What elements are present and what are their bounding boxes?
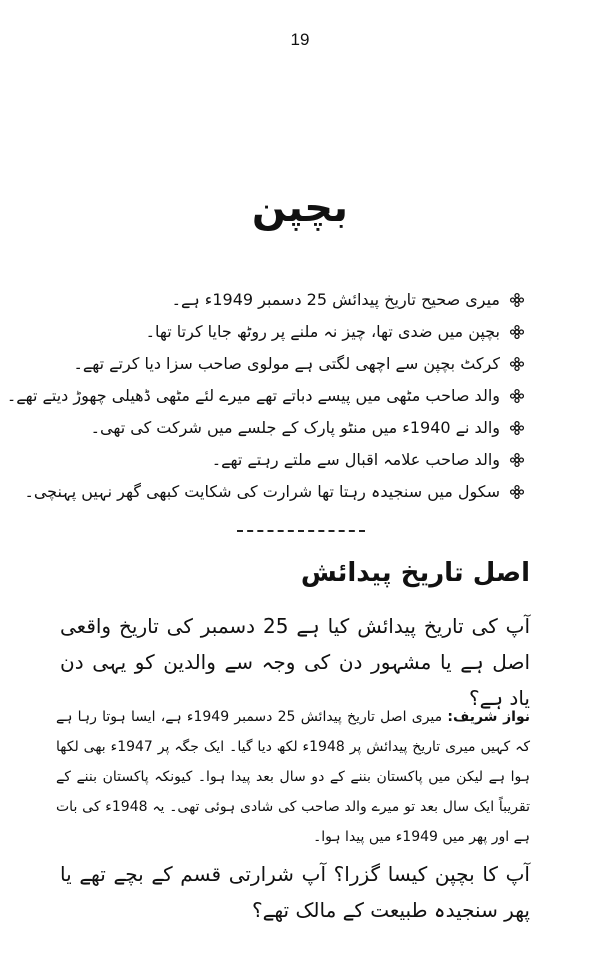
flower-icon (510, 453, 524, 467)
chapter-title: بچپن (251, 185, 349, 231)
section-divider (237, 530, 365, 532)
answer-speaker: نواز شریف: (447, 709, 530, 725)
flower-icon (510, 293, 524, 307)
bullet-text: کرکٹ بچپن سے اچھی لگتی ہے مولوی صاحب سزا دیا کرتے تھے۔ (73, 354, 500, 373)
section-heading: اصل تاریخ پیدائش (300, 558, 530, 588)
bullet-text: والد صاحب مٹھی میں پیسے دباتے تھے میرے لئے مٹھی ڈھیلی چھوڑ دیتے تھے۔ (6, 386, 500, 405)
flower-icon (510, 389, 524, 403)
bullet-text: والد نے 1940ء میں منٹو پارک کے جلسے میں شرکت کی تھی۔ (90, 418, 500, 437)
bullet-text: سکول میں سنجیدہ رہتا تھا شرارت کی شکایت کبھی گھر نہیں پہنچی۔ (24, 482, 500, 501)
interview-question: آپ کا بچپن کیسا گزرا؟ آپ شرارتی قسم کے بچے تھے یا پھر سنجیدہ طبیعت کے مالک تھے؟ (60, 862, 530, 922)
bullet-text: بچپن میں ضدی تھا، چیز نہ ملنے پر روٹھ جایا کرتا تھا۔ (145, 322, 500, 341)
flower-icon (510, 357, 524, 371)
list-item (6, 380, 524, 412)
bullet-text: میری صحیح تاریخ پیدائش 25 دسمبر 1949ء ہے۔ (171, 290, 500, 309)
flower-icon (510, 325, 524, 339)
list-item (24, 476, 524, 508)
bullet-text: والد صاحب علامہ اقبال سے ملتے رہتے تھے۔ (211, 450, 500, 469)
list-item (64, 444, 524, 476)
flower-icon (510, 421, 524, 435)
bullet-list (6, 284, 524, 508)
answer-text: میری اصل تاریخ پیدائش 25 دسمبر 1949ء ہے، ایسا ہوتا رہا ہے کہ کہیں میری تاریخ پیدائش پر 1948ء لکھ دیا گیا۔ ایک جگہ پر 1947ء بھی لکھا ہوا ہے لیکن میں پاکستان بننے کے دو سال بعد پیدا ہوا۔ کیونکہ پاکستان بننے کے تقریباً ایک سال بعد تو میرے والد صاحب کی شادی ہوئی تھی۔ یہ 1948ء کی بات ہے اور پھر میں 1949ء میں پیدا ہوا۔ (56, 709, 531, 845)
list-item (64, 284, 524, 316)
page-number: 19 (290, 30, 310, 49)
list-item (64, 412, 524, 444)
interview-answer (56, 702, 530, 852)
flower-icon (510, 485, 524, 499)
interview-question: آپ کی تاریخ پیدائش کیا ہے 25 دسمبر کی تاریخ واقعی اصل ہے یا مشہور دن کی وجہ سے والدین کو یہی دن یاد ہے؟ (60, 614, 531, 710)
list-item (64, 316, 524, 348)
list-item (64, 348, 524, 380)
